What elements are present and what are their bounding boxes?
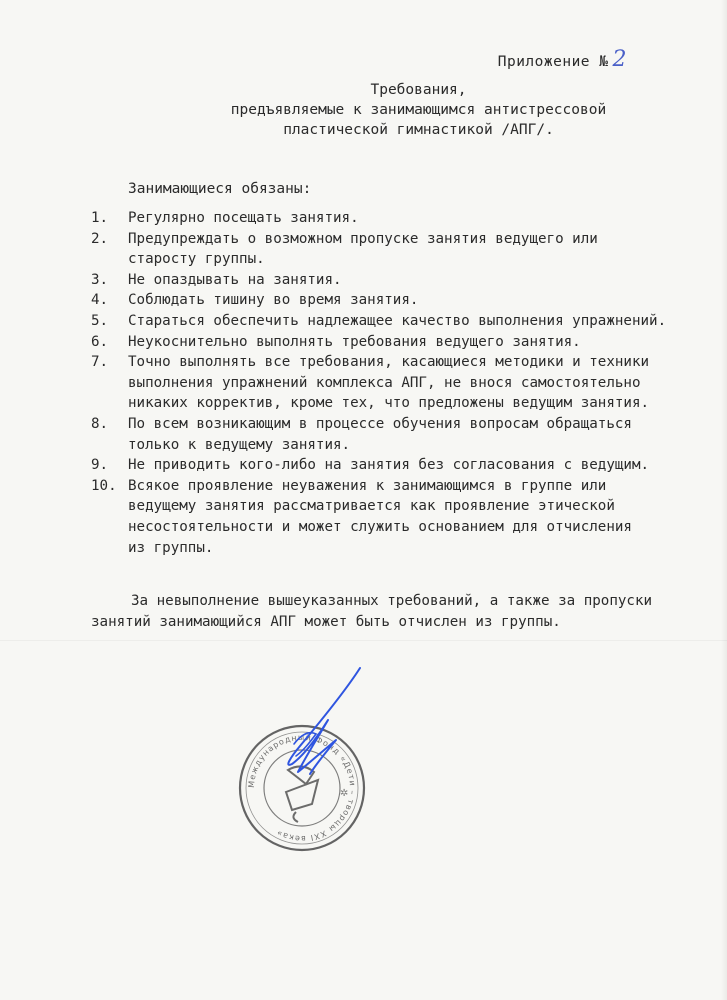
annex-number: 2 [612,47,627,72]
item-text: Всякое проявление неуважения к занимающимся в группе или [128,477,607,494]
item-number: 2. [91,230,109,247]
title-line-3: пластической гимнастикой /АПГ/. [283,122,554,138]
intro-text: Занимающиеся обязаны: [128,181,312,197]
item-number: 3. [91,271,109,288]
conclusion-paragraph [91,591,701,632]
requirements-list [91,208,701,558]
paper-edge-shadow [721,0,727,1000]
item-text: Стараться обеспечить надлежащее качество выполнения упражнений. [128,312,667,329]
handwritten-signature-icon [250,660,380,790]
annex-label: Приложение № [497,54,609,70]
item-text: никаких корректив, кроме тех, что предложены ведущим занятия. [128,395,650,412]
list-item [91,332,701,353]
conclusion-line: За невыполнение вышеуказанных требований, а также за пропуски [131,593,653,609]
item-text: из группы. [128,539,214,556]
item-number: 6. [91,333,109,350]
item-number: 8. [91,415,109,432]
list-item [91,208,701,229]
item-text: Регулярно посещать занятия. [128,210,359,226]
item-number: 7. [91,354,109,371]
item-number: 5. [91,312,109,329]
annex-header [498,47,627,72]
item-number: 9. [91,457,109,474]
list-item [91,311,701,332]
list-item [91,476,701,558]
list-item [91,270,701,291]
svg-text:✲: ✲ [340,788,349,799]
item-text: Точно выполнять все требования, касающиеся методики и техники [128,354,650,371]
item-text: Не приводить кого-либо на занятия без согласования с ведущим. [128,457,650,474]
conclusion-line: занятий занимающийся АПГ может быть отчислен из группы. [91,613,561,630]
item-text: По всем возникающим в процессе обучения вопросам обращаться [128,415,632,432]
item-text: Соблюдать тишину во время занятия. [128,292,419,309]
paper-fold [0,640,727,641]
item-text: Не опаздывать на занятия. [128,271,342,288]
seal-text: Международный Фонд «Дети – творцы XXI века» [246,732,358,844]
list-item [91,229,701,270]
list-item [91,352,701,414]
item-text: ведущему занятия рассматривается как проявление этической [128,498,615,515]
item-text: старосту группы. [128,251,265,268]
list-item [91,455,701,476]
item-text: Предупреждать о возможном пропуске занятия ведущего или [128,230,598,247]
list-item [91,290,701,311]
item-number: 4. [91,292,109,309]
title-line-1: Требования, [370,82,467,98]
item-text: только к ведущему занятия. [128,436,351,453]
item-number: 10. [91,477,117,494]
list-item [91,414,701,455]
document-title [0,80,727,140]
item-text: выполнения упражнений комплекса АПГ, не внося самостоятельно [128,374,641,391]
item-number: 1. [91,210,109,226]
item-text: Неукоснительно выполнять требования ведущего занятия. [128,333,581,350]
title-line-2: предъявляемые к занимающимся антистрессовой [230,102,607,118]
item-text: несостоятельности и может служить основанием для отчисления [128,518,632,535]
